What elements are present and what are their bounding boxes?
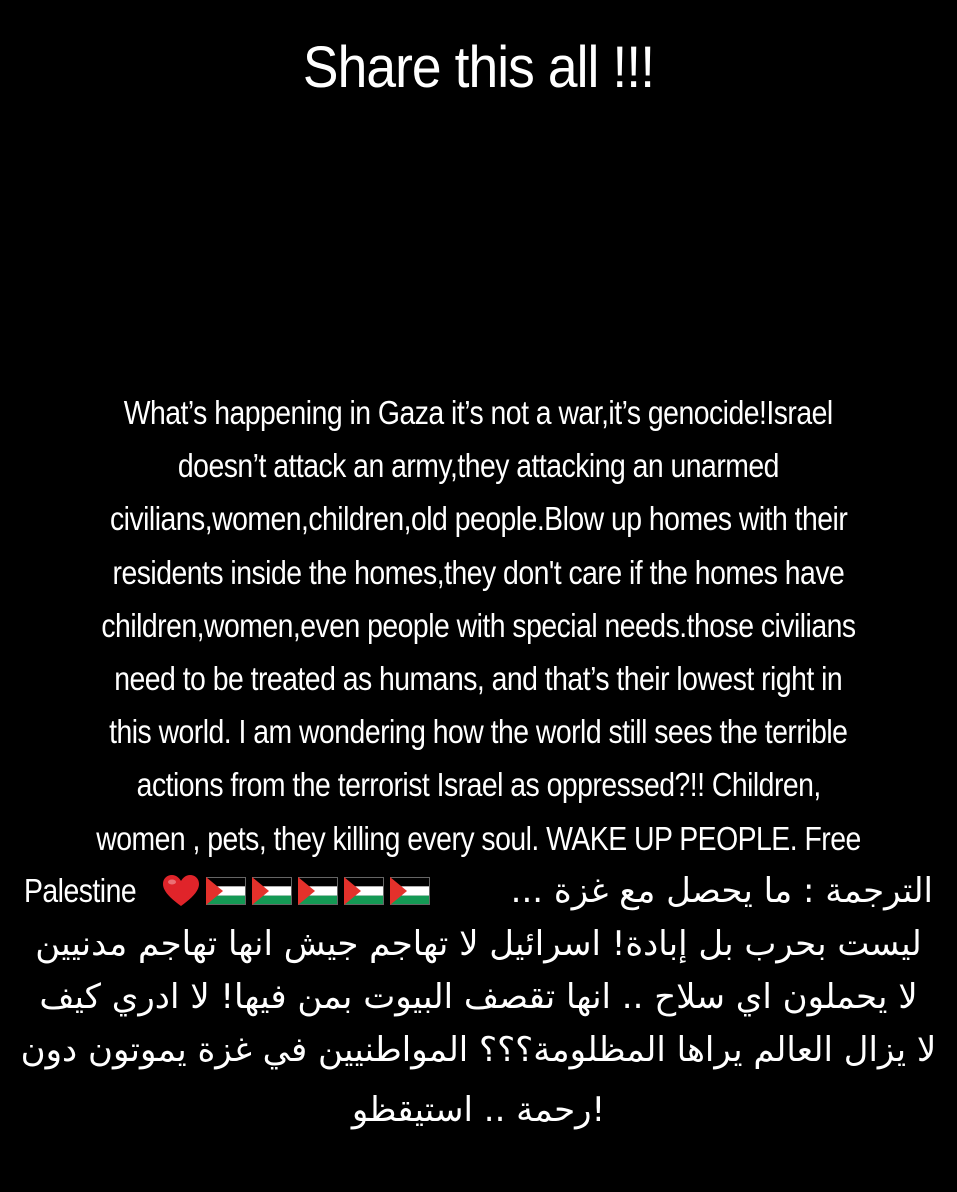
palestine-flag-icon — [252, 877, 292, 905]
flag-group — [206, 877, 430, 905]
arabic-line: !رحمة .. استيقظو — [351, 1089, 606, 1130]
message-body — [18, 386, 939, 1137]
heart-icon — [162, 874, 200, 908]
page-title: Share this all !!! — [302, 35, 655, 100]
palestine-flag-icon — [390, 877, 430, 905]
arabic-line: ليست بحرب بل إبادة! اسرائيل لا تهاجم جيش انها تهاجم مدنيين — [35, 924, 922, 965]
english-line: residents inside the homes,they don't care if the homes have — [112, 553, 845, 591]
english-line: doesn’t attack an army,they attacking an unarmed — [177, 447, 779, 485]
english-line: What’s happening in Gaza it’s not a war,it’s genocide!Israel — [124, 394, 833, 431]
mixed-language-line — [18, 865, 939, 918]
palestine-flag-icon — [206, 877, 246, 905]
arabic-line: لا يزال العالم يراها المظلومة؟؟؟ المواطنيين في غزة يموتون دون — [20, 1030, 937, 1071]
english-line: children,women,even people with special needs.those civilians — [101, 606, 856, 644]
english-line: this world. I am wondering how the world still sees the terrible — [109, 713, 848, 751]
arabic-line: لا يحملون اي سلاح .. انها تقصف البيوت بمن فيها! لا ادري كيف — [39, 977, 918, 1018]
english-line: civilians,women,children,old people.Blow up homes with their — [109, 500, 848, 538]
arabic-translation-heading: الترجمة : ما يحصل مع غزة ... — [510, 871, 933, 912]
english-line: actions from the terrorist Israel as oppressed?!! Children, — [136, 766, 821, 804]
palestine-flag-icon — [344, 877, 384, 905]
english-line: need to be treated as humans, and that’s their lowest right in — [114, 660, 843, 698]
palestine-flag-icon — [298, 877, 338, 905]
palestine-word: Palestine — [24, 872, 137, 910]
palestine-emoji-group — [24, 872, 430, 910]
english-line: women , pets, they killing every soul. WAKE UP PEOPLE. Free — [96, 819, 861, 857]
